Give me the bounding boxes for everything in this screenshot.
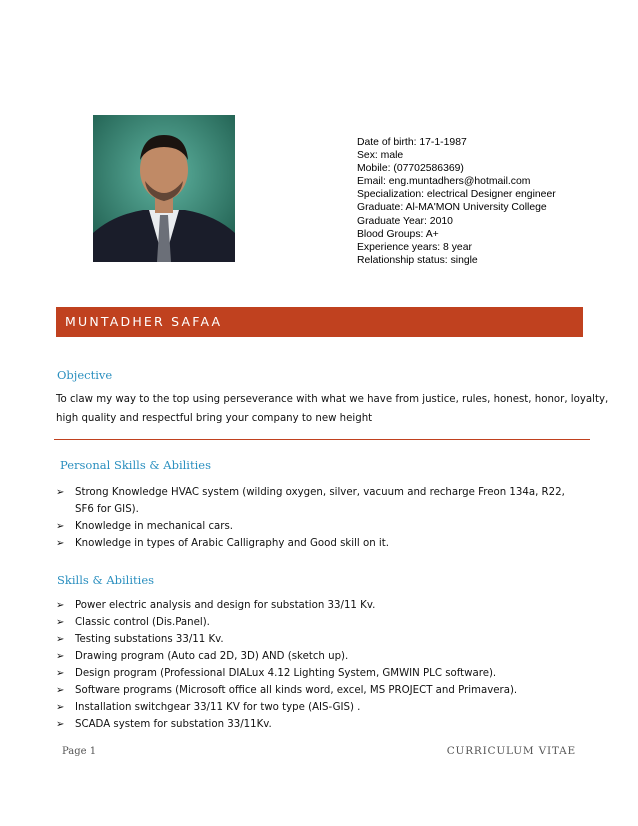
info-birth-date: Date of birth: 17-1-1987 (357, 137, 467, 148)
info-sex: Sex: male (357, 150, 404, 162)
objective-line: To claw my way to the top using perseverance with what we have from justice, rules, honest, honor, loyalty, (56, 394, 609, 405)
objective-line: high quality and respectful bring your company to new height (56, 413, 373, 424)
arrow-bullet-icon: ➢ (56, 719, 65, 730)
info-mobile: Mobile: (07702586369) (357, 163, 464, 175)
list-item: ➢ Classic control (Dis.Panel). (56, 614, 596, 631)
section-divider (54, 439, 590, 440)
profile-photo (93, 115, 235, 262)
personal-skills-heading: Personal Skills & Abilities (60, 458, 211, 472)
arrow-bullet-icon: ➢ (56, 685, 65, 696)
arrow-bullet-icon: ➢ (56, 600, 65, 611)
skills-list (56, 597, 596, 733)
skills-heading: Skills & Abilities (57, 573, 155, 587)
personal-info (357, 136, 556, 267)
info-relationship: Relationship status: single (357, 254, 478, 266)
list-item: ➢ Design program (Professional DIALux 4.12 Lighting System, GMWIN PLC software). (56, 665, 596, 682)
page-number: Page 1 (62, 746, 97, 757)
list-item: ➢ Drawing program (Auto cad 2D, 3D) AND (sketch up). (56, 648, 596, 665)
info-experience: Experience years: 8 year (357, 241, 472, 253)
arrow-bullet-icon: ➢ (56, 702, 65, 713)
arrow-bullet-icon: ➢ (56, 617, 65, 628)
footer-title: CURRICULUM VITAE (446, 745, 576, 757)
list-item: ➢ Knowledge in types of Arabic Calligraphy and Good skill on it. (56, 535, 576, 552)
arrow-bullet-icon: ➢ (56, 538, 65, 549)
list-item: ➢ SCADA system for substation 33/11Kv. (56, 716, 596, 733)
arrow-bullet-icon: ➢ (56, 487, 65, 498)
list-item: ➢ Installation switchgear 33/11 KV for two type (AIS-GIS) . (56, 699, 596, 716)
objective-heading: Objective (57, 368, 113, 382)
name-banner (56, 307, 583, 337)
info-graduate-year: Graduate Year: 2010 (357, 215, 453, 227)
list-item: ➢ Testing substations 33/11 Kv. (56, 631, 596, 648)
arrow-bullet-icon: ➢ (56, 651, 65, 662)
list-item: ➢ Power electric analysis and design for substation 33/11 Kv. (56, 597, 596, 614)
info-blood-group: Blood Groups: A+ (357, 228, 439, 240)
info-graduate: Graduate: Al-MA'MON University College (357, 202, 547, 214)
arrow-bullet-icon: ➢ (56, 521, 65, 532)
list-item: ➢ Software programs (Microsoft office all kinds word, excel, MS PROJECT and Primavera). (56, 682, 596, 699)
candidate-name: MUNTADHER SAFAA (65, 314, 223, 329)
info-email: Email: eng.muntadhers@hotmail.com (357, 176, 531, 188)
list-item: ➢ Strong Knowledge HVAC system (wilding oxygen, silver, vacuum and recharge Freon 134a, R22, SF6 for GIS). (56, 484, 576, 518)
arrow-bullet-icon: ➢ (56, 668, 65, 679)
arrow-bullet-icon: ➢ (56, 634, 65, 645)
info-specialization: Specialization: electrical Designer engineer (357, 189, 556, 201)
list-item: ➢ Knowledge in mechanical cars. (56, 518, 576, 535)
personal-skills-list (56, 484, 576, 552)
objective-text (56, 390, 608, 428)
